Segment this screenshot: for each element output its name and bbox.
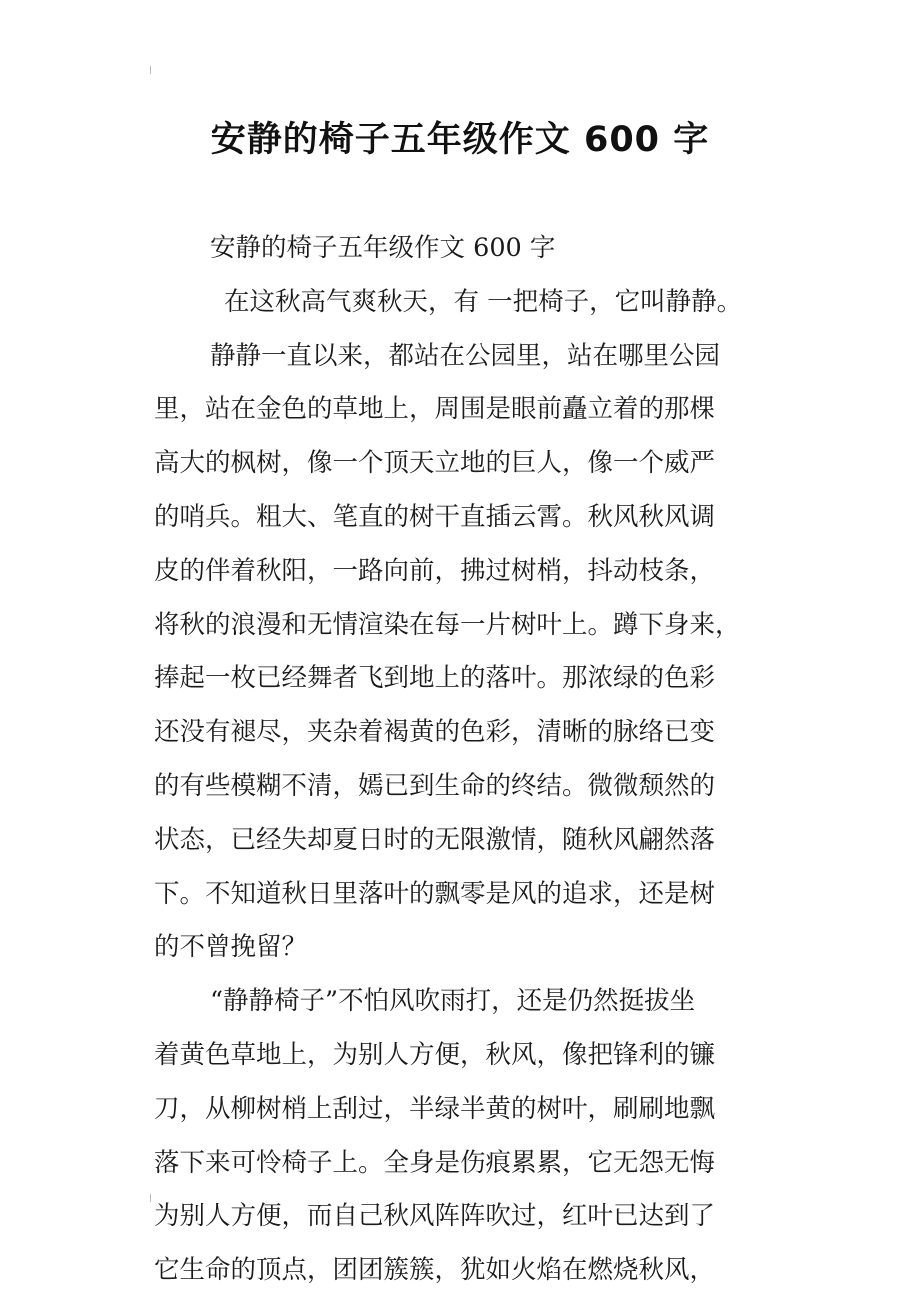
- text-line: 的不曾挽留？: [154, 932, 308, 963]
- text-line: 刀，从柳树梢上刮过，半绿半黄的树叶，刷刷地飘: [154, 1093, 716, 1124]
- text-line: 将秋的浪漫和无情渲染在每一片树叶上。蹲下身来，: [154, 609, 741, 640]
- text-line: 捧起一枚已经舞者飞到地上的落叶。那浓绿的色彩: [154, 663, 716, 694]
- text-line: 皮的伴着秋阳，一路向前，拂过树梢，抖动枝条，: [154, 555, 716, 586]
- text-line: 静静一直以来，都站在公园里，站在哪里公园: [210, 340, 721, 371]
- text-line: 的哨兵。粗大、笔直的树干直插云霄。秋风秋风调: [154, 501, 716, 532]
- text-line: 它生命的顶点，团团簇簇，犹如火焰在燃烧秋风，: [154, 1255, 716, 1286]
- text-line: 着黄色草地上，为别人方便，秋风，像把锋利的镰: [154, 1039, 716, 1070]
- page-corner-mark: [150, 66, 157, 74]
- text-line: 为别人方便，而自己秋风阵阵吹过，红叶已达到了: [154, 1201, 716, 1232]
- text-line: 落下来可怜椅子上。全身是伤痕累累，它无怨无悔: [154, 1147, 716, 1178]
- text-line: 高大的枫树，像一个顶天立地的巨人，像一个威严: [154, 448, 716, 479]
- document-body: [154, 222, 774, 1298]
- text-line: “静静椅子”不怕风吹雨打，还是仍然挺拔坐: [210, 986, 696, 1017]
- text-line: 里，站在金色的草地上，周围是眼前矗立着的那棵: [154, 394, 716, 425]
- text-line: 还没有褪尽，夹杂着褐黄的色彩，清晰的脉络已变: [154, 717, 716, 748]
- text-line: 安静的椅子五年级作文 600 字: [210, 233, 556, 263]
- text-line: 状态，已经失却夏日时的无限激情，随秋风翩然落: [154, 824, 716, 855]
- text-line: 的有些模糊不清，嫣已到生命的终结。微微颓然的: [154, 770, 716, 801]
- text-line: 下。不知道秋日里落叶的飘零是风的追求，还是树: [154, 878, 716, 909]
- document-title: 安静的椅子五年级作文 600 字: [210, 120, 710, 160]
- text-line: 在这秋高气爽秋天，有 一把椅子，它叫静静。: [224, 286, 743, 317]
- page-corner-mark: [150, 1194, 157, 1202]
